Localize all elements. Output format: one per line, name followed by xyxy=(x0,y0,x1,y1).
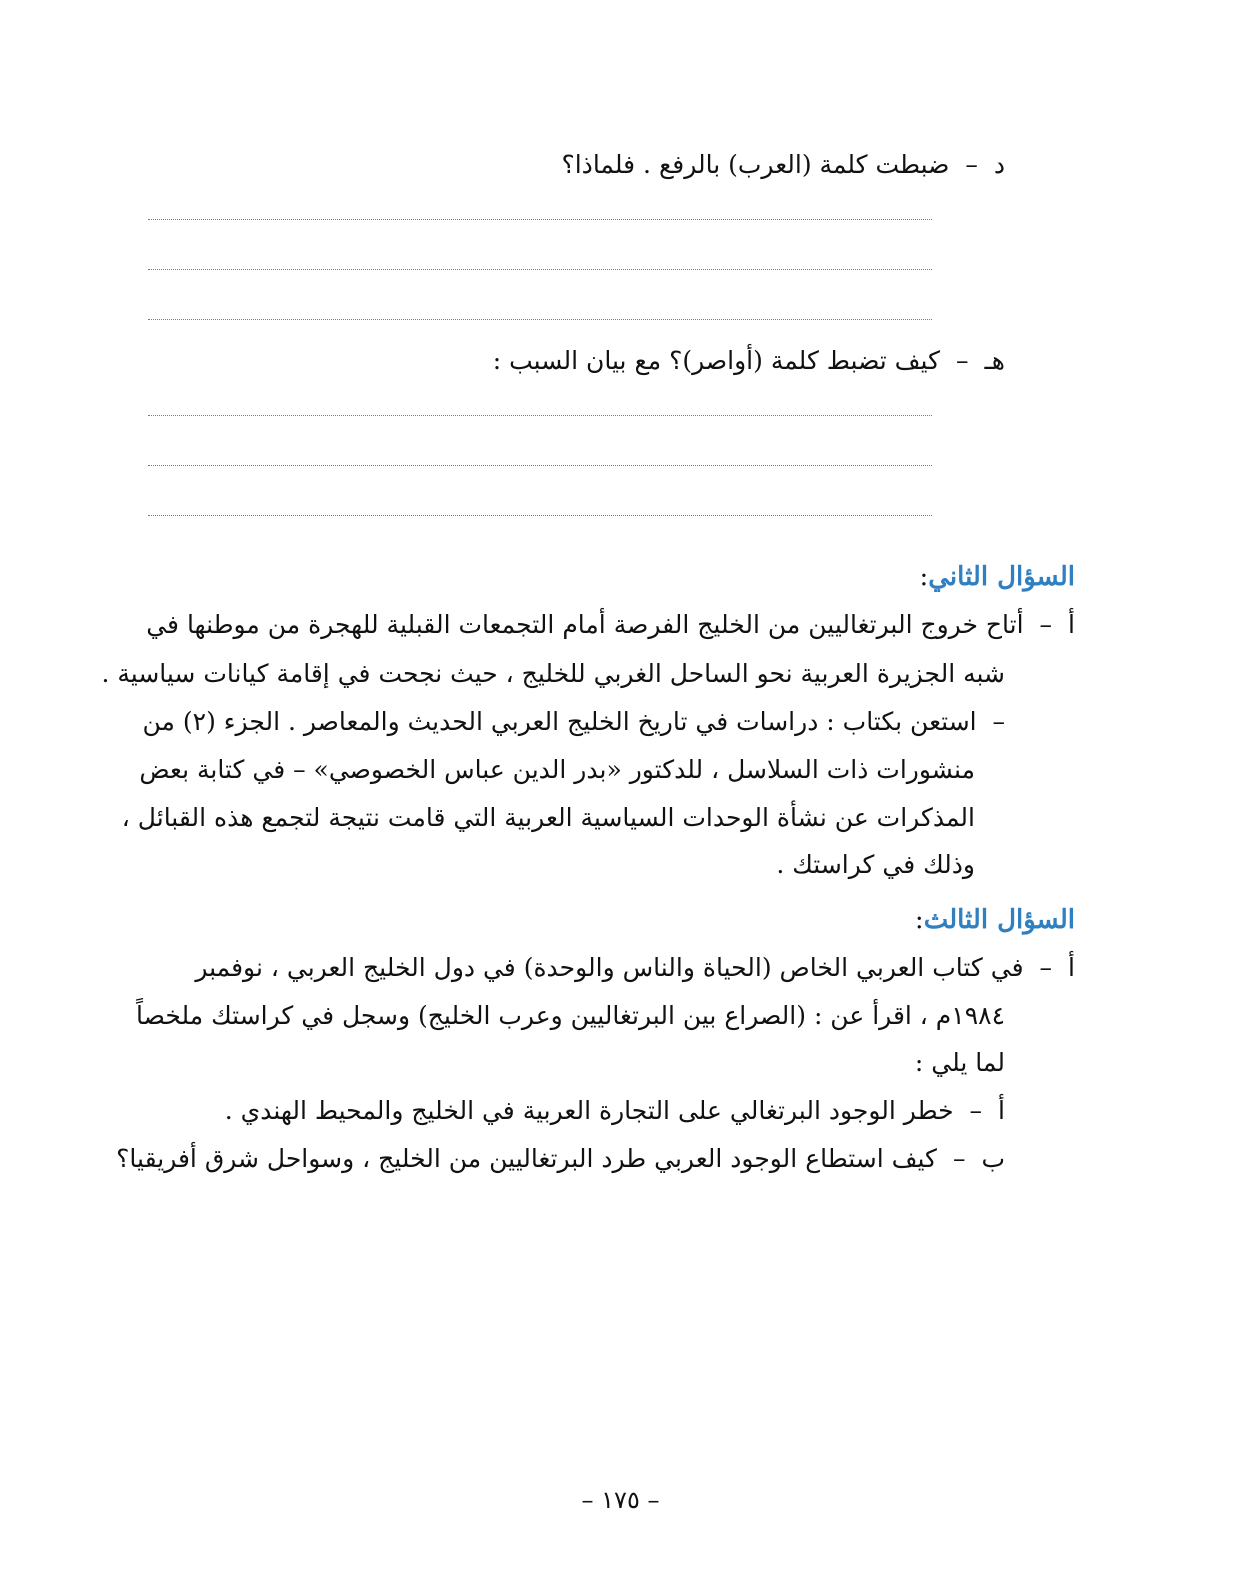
section-3-item-a-line-2: ١٩٨٤م ، اقرأ عن : (الصراع بين البرتغاليين وعرب الخليج) وسجل في كراستك ملخصاً xyxy=(136,1001,1005,1030)
section-3-sub-item-a xyxy=(225,1094,1005,1128)
question-h-marker: هـ xyxy=(984,346,1005,375)
section-2-item-a-row-2 xyxy=(101,657,1005,691)
section-3-sub-item-b-marker: ب xyxy=(981,1144,1005,1173)
section-3-item-a-row-3 xyxy=(915,1046,1005,1080)
page-number: – ١٧٥ – xyxy=(581,1486,660,1514)
section-2-title: السؤال الثاني xyxy=(928,562,1075,592)
section-2-sub-row-1 xyxy=(143,705,1005,739)
section-2-item-a-line-1: أتاح خروج البرتغاليين من الخليج الفرصة أمام التجمعات القبلية للهجرة من موطنها في xyxy=(146,610,1024,639)
answer-line[interactable] xyxy=(148,415,932,416)
section-3-title: السؤال الثالث xyxy=(923,905,1075,935)
section-3-colon: : xyxy=(914,905,924,935)
question-d-marker: د xyxy=(993,150,1005,179)
section-2-sub-dash: – xyxy=(992,707,1005,736)
section-3-item-a-dash: – xyxy=(1039,953,1053,982)
section-2-item-a-marker: أ xyxy=(1068,610,1075,639)
section-3-sub-item-b xyxy=(116,1142,1005,1176)
question-h-text: كيف تضبط كلمة (أواصر)؟ مع بيان السبب : xyxy=(492,346,940,375)
section-2-heading xyxy=(919,560,1075,594)
question-d-text: ضبطت كلمة (العرب) بالرفع . فلماذا؟ xyxy=(561,150,950,179)
section-2-sub-row-3 xyxy=(122,801,975,835)
question-h xyxy=(493,344,1005,378)
answer-line[interactable] xyxy=(148,319,932,320)
section-3-item-a-row-1 xyxy=(195,951,1075,985)
section-3-sub-item-a-text: خطر الوجود البرتغالي على التجارة العربية في الخليج والمحيط الهندي . xyxy=(224,1096,954,1125)
section-3-sub-item-a-marker: أ xyxy=(998,1096,1005,1125)
section-3-item-a-line-1: في كتاب العربي الخاص (الحياة والناس والوحدة) في دول الخليج العربي ، نوفمبر xyxy=(195,953,1024,982)
question-d-dash: – xyxy=(965,150,978,179)
section-2-sub-line-2: منشورات ذات السلاسل ، للدكتور «بدر الدين عباس الخصوصي» – في كتابة بعض xyxy=(139,755,975,784)
section-3-heading xyxy=(915,903,1075,937)
answer-line[interactable] xyxy=(148,219,932,220)
section-3-item-a-marker: أ xyxy=(1068,953,1075,982)
section-3-sub-item-a-dash: – xyxy=(969,1096,983,1125)
question-h-dash: – xyxy=(955,346,969,375)
section-2-item-a-row-1 xyxy=(146,608,1075,642)
answer-line[interactable] xyxy=(148,515,932,516)
section-2-colon: : xyxy=(919,562,929,592)
section-2-item-a-dash: – xyxy=(1039,610,1053,639)
section-2-sub-row-4 xyxy=(776,848,975,882)
section-2-sub-row-2 xyxy=(139,753,975,787)
section-2-sub-line-4: وذلك في كراستك . xyxy=(776,850,975,879)
answer-line[interactable] xyxy=(148,465,932,466)
section-3-item-a-line-3: لما يلي : xyxy=(914,1048,1005,1077)
section-2-sub-line-3: المذكرات عن نشأة الوحدات السياسية العربية التي قامت نتيجة لتجمع هذه القبائل ، xyxy=(121,803,975,832)
question-d xyxy=(561,148,1005,182)
section-2-item-a-line-2: شبه الجزيرة العربية نحو الساحل الغربي للخليج ، حيث نجحت في إقامة كيانات سياسية . xyxy=(101,659,1005,688)
section-3-item-a-row-2 xyxy=(136,999,1005,1033)
section-3-sub-item-b-text: كيف استطاع الوجود العربي طرد البرتغاليين من الخليج ، وسواحل شرق أفريقيا؟ xyxy=(116,1144,937,1173)
section-3-sub-item-b-dash: – xyxy=(952,1144,966,1173)
answer-line[interactable] xyxy=(148,269,932,270)
section-2-sub-line-1: استعن بكتاب : دراسات في تاريخ الخليج العربي الحديث والمعاصر . الجزء (٢) من xyxy=(142,707,977,736)
